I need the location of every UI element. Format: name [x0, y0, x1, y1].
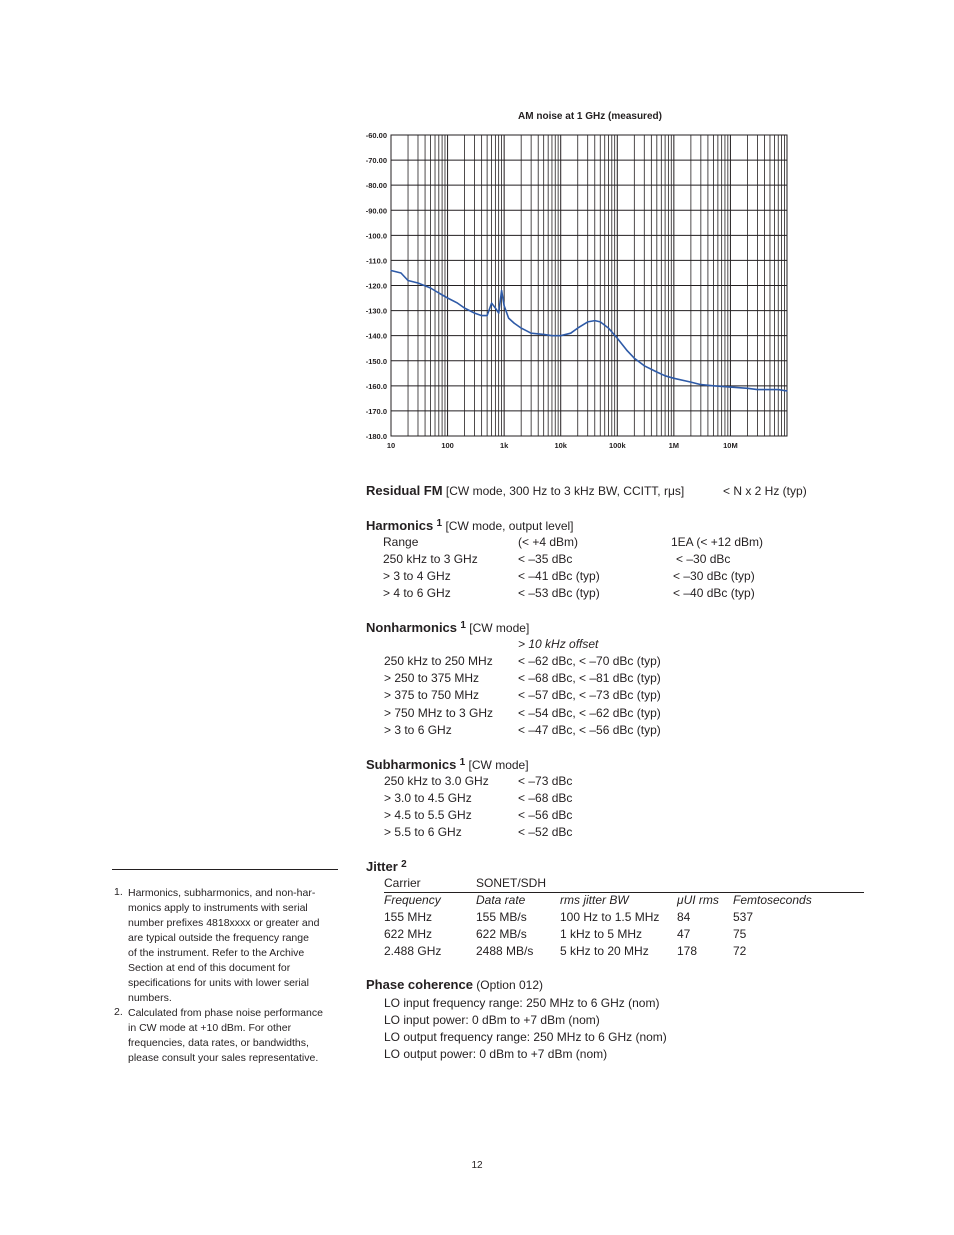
am-noise-data-point	[594, 320, 595, 321]
jitter-cell: 5 kHz to 20 MHz	[560, 944, 649, 958]
am-noise-data-point	[577, 328, 578, 329]
x-tick-label: 10k	[554, 441, 567, 450]
jitter-cell: 75	[733, 927, 747, 941]
am-noise-chart	[0, 0, 954, 470]
nonharmonics-band: > 375 to 750 MHz	[384, 688, 480, 703]
footnote-line: Harmonics, subharmonics, and non-har-	[128, 887, 316, 899]
footnote-line: are typical outside the frequency range	[128, 932, 309, 944]
am-noise-data-point	[786, 390, 787, 391]
nonharmonics-band: > 750 MHz to 3 GHz	[384, 705, 494, 720]
y-tick-label: -130.0	[365, 306, 387, 316]
am-noise-data-point	[730, 386, 731, 387]
jitter-cell: 100 Hz to 1.5 MHz	[560, 910, 660, 924]
am-noise-data-point	[407, 280, 408, 281]
nonharmonics-footnote-ref: 1	[460, 620, 466, 631]
am-noise-data-point	[474, 312, 475, 313]
subharmonics-value: < –52 dBc	[518, 825, 573, 839]
jitter-cell: 622 MB/s	[476, 927, 527, 941]
am-noise-data-point	[447, 297, 448, 298]
harmonics-cell: < –30 dBc	[676, 552, 731, 566]
am-noise-data-point	[600, 321, 601, 322]
harmonics-cell: < –53 dBc (typ)	[518, 586, 600, 600]
harmonics-cell: < –35 dBc	[518, 552, 573, 566]
am-noise-data-point	[504, 305, 505, 306]
subharmonics-heading: Subharmonics	[366, 757, 457, 772]
am-noise-data-point	[498, 312, 499, 313]
phase-coherence-heading: Phase coherence	[366, 977, 473, 992]
am-noise-data-point	[531, 333, 532, 334]
am-noise-data-point	[617, 338, 618, 339]
harmonics-cell: > 4 to 6 GHz	[383, 586, 451, 600]
am-noise-data-point	[543, 334, 544, 335]
subharmonics-band: > 5.5 to 6 GHz	[384, 825, 462, 839]
footnote-number: 1.	[114, 886, 123, 898]
x-tick-label: 100k	[608, 441, 626, 450]
y-tick-label: -150.0	[365, 356, 387, 366]
harmonics-cell: < –40 dBc (typ)	[673, 586, 755, 600]
harmonics-heading-line	[366, 515, 574, 535]
y-tick-label: -120.0	[365, 281, 387, 291]
footnote-line: frequencies, data rates, or bandwidths,	[128, 1037, 309, 1049]
subharmonics-footnote-ref: 1	[459, 757, 466, 768]
harmonics-cell: (< +4 dBm)	[518, 535, 579, 549]
nonharmonics-heading: Nonharmonics	[366, 620, 458, 635]
subharmonics-value: < –68 dBc	[518, 791, 573, 805]
footnote-line: in CW mode at +10 dBm. For other	[128, 1022, 292, 1034]
jitter-cell: 155 MHz	[384, 910, 433, 924]
chart-title: AM noise at 1 GHz (measured)	[518, 111, 662, 122]
footnote-line: numbers.	[128, 992, 172, 1004]
x-tick-label: 10M	[723, 441, 738, 450]
am-noise-data-point	[747, 388, 748, 389]
nonharmonics-value: < –47 dBc, < –56 dBc (typ)	[518, 722, 661, 737]
x-tick-label: 1M	[668, 441, 680, 450]
jitter-cell: 47	[677, 927, 691, 941]
y-tick-label: -170.0	[365, 406, 387, 416]
am-noise-data-point	[438, 292, 439, 293]
subharmonics-heading-line	[366, 754, 529, 774]
phase-coherence-line: LO input frequency range: 250 MHz to 6 GHz (nom)	[384, 996, 660, 1010]
am-noise-data-point	[673, 378, 674, 379]
nonharmonics-band: > 3 to 6 GHz	[384, 722, 452, 737]
am-noise-data-point	[644, 365, 645, 366]
nonharmonics-col-header: > 10 kHz offset	[518, 637, 599, 651]
am-noise-data-point	[551, 335, 552, 336]
harmonics-cell: > 3 to 4 GHz	[383, 569, 451, 583]
am-noise-data-point	[508, 318, 509, 319]
harmonics-cell: 250 kHz to 3 GHz	[383, 552, 478, 566]
am-noise-data-point	[778, 389, 779, 390]
residual-fm-desc: [CW mode, 300 Hz to 3 kHz BW, CCITT, rμs]	[445, 484, 685, 498]
am-noise-data-point	[608, 328, 609, 329]
phase-coherence-line: LO output frequency range: 250 MHz to 6 GHz (nom)	[384, 1030, 667, 1044]
y-tick-label: -90.00	[365, 206, 387, 216]
residual-fm-heading: Residual FM	[366, 483, 443, 498]
x-tick-label: 10	[386, 441, 396, 450]
jitter-cell: 2488 MB/s	[476, 944, 534, 958]
jitter-heading: Jitter	[366, 859, 398, 874]
harmonics-heading: Harmonics	[366, 518, 434, 533]
am-noise-data-point	[417, 282, 418, 283]
am-noise-data-point	[587, 321, 588, 322]
am-noise-data-point	[491, 302, 492, 303]
am-noise-data-point	[390, 270, 391, 271]
jitter-cell: 537	[733, 910, 754, 924]
jitter-cell: 1 kHz to 5 MHz	[560, 927, 643, 941]
jitter-sonet-label: SONET/SDH	[476, 876, 547, 890]
jitter-cell: 622 MHz	[384, 927, 433, 941]
am-noise-data-point	[700, 384, 701, 385]
am-noise-data-point	[634, 358, 635, 359]
jitter-col-header: Data rate	[476, 893, 526, 907]
am-noise-data-point	[521, 328, 522, 329]
subharmonics-band: > 4.5 to 5.5 GHz	[384, 808, 472, 822]
phase-coherence-line: LO input power: 0 dBm to +7 dBm (nom)	[384, 1013, 600, 1027]
phase-coherence-heading-line	[366, 976, 543, 994]
harmonics-footnote-ref: 1	[436, 518, 443, 529]
jitter-cell: 2.488 GHz	[384, 944, 442, 958]
footnote-number: 2.	[114, 1006, 123, 1018]
harmonics-cell: Range	[383, 535, 419, 549]
footnote-line: please consult your sales representative.	[128, 1052, 319, 1064]
jitter-cell: 155 MB/s	[476, 910, 527, 924]
page-number: 12	[471, 1160, 483, 1171]
phase-coherence-line: LO output power: 0 dBm to +7 dBm (nom)	[384, 1047, 608, 1061]
am-noise-data-point	[514, 323, 515, 324]
nonharmonics-desc: [CW mode]	[469, 621, 530, 635]
subharmonics-band: 250 kHz to 3.0 GHz	[384, 774, 489, 788]
nonharmonics-value: < –57 dBc, < –73 dBc (typ)	[518, 688, 661, 703]
nonharmonics-value: < –62 dBc, < –70 dBc (typ)	[518, 654, 661, 668]
subharmonics-value: < –56 dBc	[518, 808, 573, 822]
y-tick-label: -180.0	[365, 432, 387, 441]
nonharmonics-band: > 250 to 375 MHz	[384, 671, 480, 686]
am-noise-data-point	[570, 333, 571, 334]
harmonics-cell: < –30 dBc (typ)	[673, 569, 755, 583]
am-noise-data-point	[457, 302, 458, 303]
footnote-rule	[112, 869, 338, 870]
am-noise-data-point	[495, 307, 496, 308]
am-noise-data-point	[713, 385, 714, 386]
jitter-cell: 178	[677, 944, 698, 958]
am-noise-data-point	[464, 307, 465, 308]
y-tick-label: -60.00	[365, 131, 387, 140]
footnote-line: monics apply to instruments with serial	[128, 902, 308, 914]
footnote-line: number prefixes 4818xxxx or greater and	[128, 917, 320, 929]
y-tick-label: -70.00	[365, 156, 387, 166]
nonharmonics-value: < –68 dBc, < –81 dBc (typ)	[518, 671, 661, 686]
jitter-col-header: Femtoseconds	[733, 893, 812, 907]
jitter-heading-line	[366, 856, 407, 876]
jitter-col-header: μUI rms	[677, 893, 719, 907]
jitter-footnote-ref: 2	[401, 859, 407, 870]
am-noise-data-point	[501, 290, 502, 291]
am-noise-data-point	[400, 272, 401, 273]
harmonics-cell: < –41 dBc (typ)	[518, 569, 600, 583]
am-noise-data-point	[560, 335, 561, 336]
footnote-line: of the instrument. Refer to the Archive	[128, 947, 305, 959]
y-tick-label: -100.0	[365, 231, 387, 241]
jitter-carrier-label: Carrier	[384, 876, 421, 890]
am-noise-data-point	[769, 389, 770, 390]
nonharmonics-band: 250 kHz to 250 MHz	[384, 654, 493, 668]
jitter-cell: 72	[733, 944, 747, 958]
y-tick-label: -80.00	[365, 181, 387, 191]
x-tick-label: 1k	[499, 441, 509, 450]
y-tick-label: -160.0	[365, 381, 387, 391]
jitter-col-header: Frequency	[384, 893, 441, 907]
nonharmonics-heading-line	[366, 617, 529, 637]
nonharmonics-value: < –54 dBc, < –62 dBc (typ)	[518, 705, 661, 720]
subharmonics-value: < –73 dBc	[518, 774, 573, 788]
jitter-col-header: rms jitter BW	[560, 893, 629, 907]
phase-coherence-desc: (Option 012)	[476, 978, 543, 992]
am-noise-data-point	[430, 287, 431, 288]
am-noise-data-point	[656, 371, 657, 372]
am-noise-data-point	[757, 389, 758, 390]
am-noise-data-point	[664, 375, 665, 376]
am-noise-data-point	[690, 381, 691, 382]
subharmonics-band: > 3.0 to 4.5 GHz	[384, 791, 472, 805]
x-tick-label: 100	[441, 441, 454, 450]
am-noise-data-point	[627, 350, 628, 351]
y-tick-label: -140.0	[365, 331, 387, 341]
am-noise-data-point	[481, 315, 482, 316]
jitter-cell: 84	[677, 910, 691, 924]
am-noise-data-point	[487, 315, 488, 316]
residual-fm-value: < N x 2 Hz (typ)	[723, 484, 807, 498]
harmonics-cell: 1EA (< +12 dBm)	[671, 535, 764, 549]
footnote-line: Section at end of this document for	[128, 962, 291, 974]
footnote-line: specifications for units with lower serial	[128, 977, 309, 989]
footnote-line: Calculated from phase noise performance	[128, 1007, 323, 1019]
y-tick-label: -110.0	[366, 256, 387, 266]
subharmonics-desc: [CW mode]	[468, 758, 529, 772]
harmonics-desc: [CW mode, output level]	[445, 519, 574, 533]
